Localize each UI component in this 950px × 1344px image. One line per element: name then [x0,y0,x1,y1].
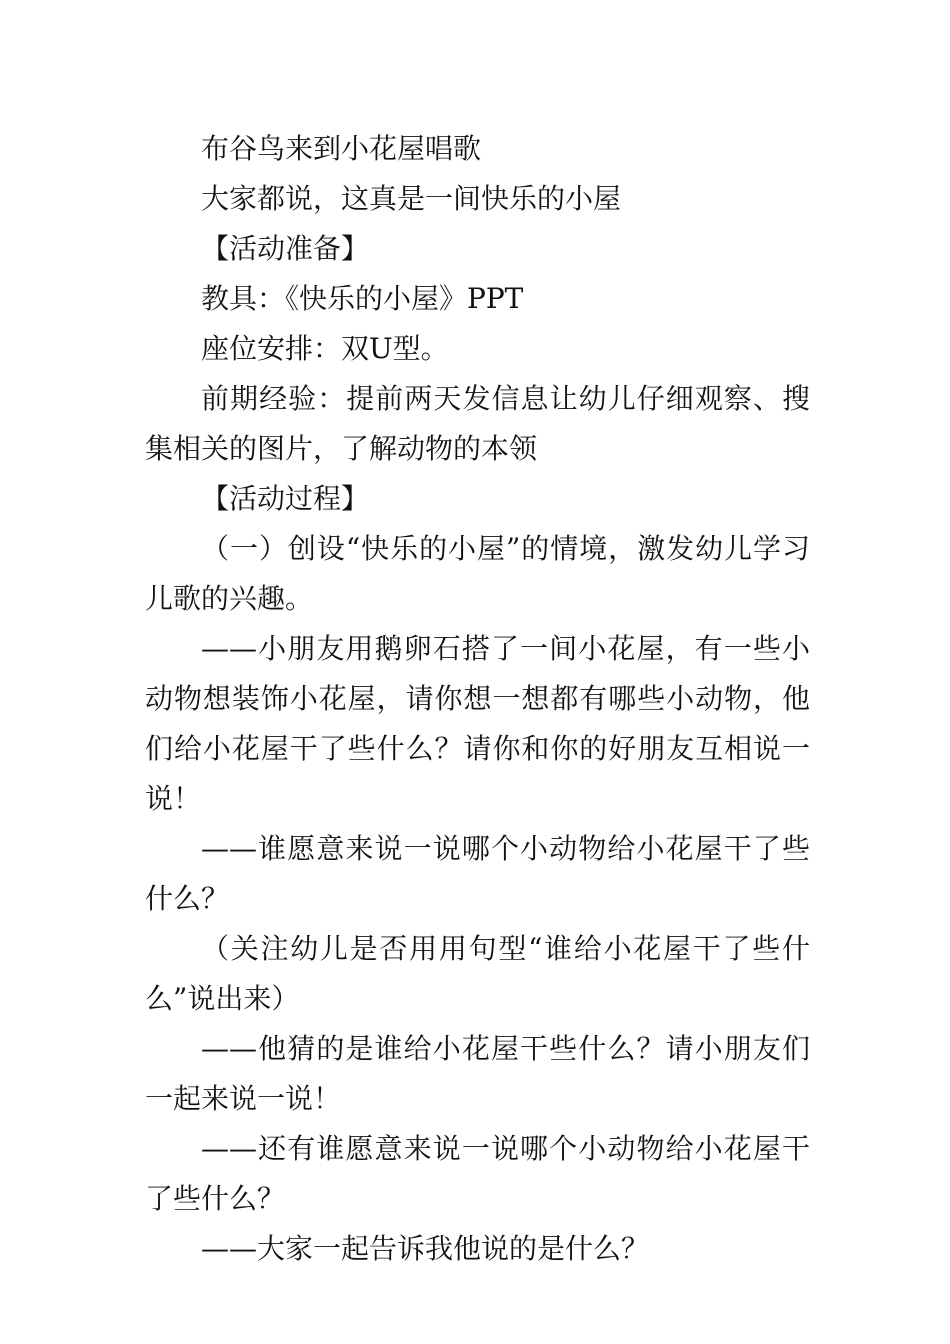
section-heading-process: 【活动过程】 [201,482,370,515]
paragraph-dialogue-3: ——他猜的是谁给小花屋干些什么？请小朋友们一起来说一说！ [145,1032,810,1115]
paragraph-dialogue-4: ——还有谁愿意来说一说哪个小动物给小花屋干了些什么？ [145,1132,810,1215]
document-body [145,124,810,1274]
paragraph-dialogue-5: ——大家一起告诉我他说的是什么？ [201,1232,650,1265]
section-heading-preparation: 【活动准备】 [201,232,370,265]
paragraph-prior-experience: 前期经验：提前两天发信息让幼儿仔细观察、搜集相关的图片，了解动物的本领 [145,382,810,465]
paragraph-seating: 座位安排：双U型。 [201,332,449,365]
paragraph-note: （关注幼儿是否用用句型“谁给小花屋干了些什么”说出来） [145,932,810,1015]
paragraph-dialogue-1: ——小朋友用鹅卵石搭了一间小花屋，有一些小动物想装饰小花屋，请你想一想都有哪些小动物，他们给小花屋干了些什么？请你和你的好朋友互相说一说！ [145,632,810,815]
paragraph-line-1: 布谷鸟来到小花屋唱歌 [201,132,482,165]
paragraph-teaching-aids: 教具：《快乐的小屋》PPT [201,282,524,315]
paragraph-dialogue-2: ——谁愿意来说一说哪个小动物给小花屋干了些什么？ [145,832,810,915]
paragraph-line-2: 大家都说，这真是一间快乐的小屋 [201,182,622,215]
paragraph-step-one: （一）创设“快乐的小屋”的情境，激发幼儿学习儿歌的兴趣。 [145,532,810,615]
